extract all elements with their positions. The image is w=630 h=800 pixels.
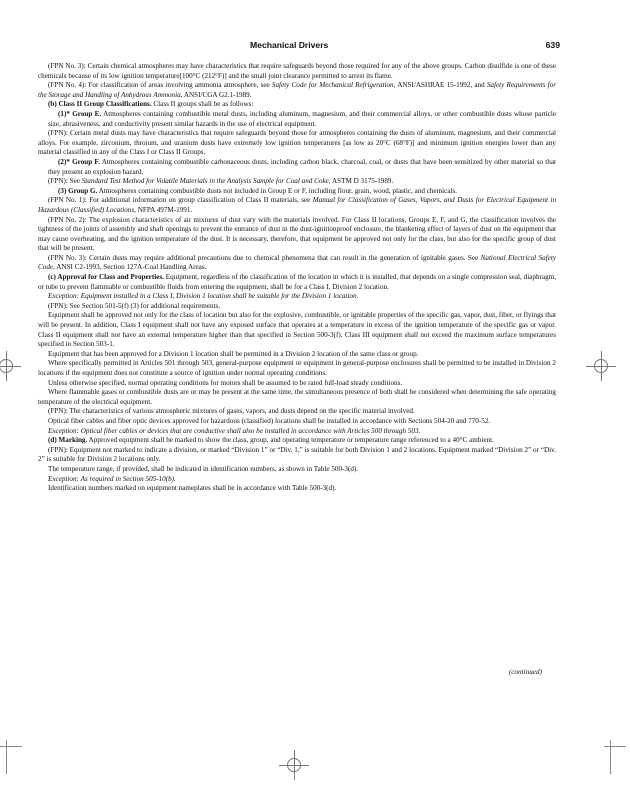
paragraph: [38, 273, 556, 292]
paragraph-text: (FPN): See: [48, 177, 82, 186]
paragraph-text: Approved equipment shall be marked to show the class, group, and operating temperature or temperature range referenced to a 40°C ambient.: [87, 436, 494, 445]
paragraph: [38, 187, 556, 197]
paragraph-lead: (b) Class II Group Classifications.: [48, 100, 152, 109]
paragraph: Where flammable gases or combustible dusts are or may be present at the same time, the simultaneous presence of both shall be considered when determining the safe operating temperature of the electrical equipment.: [38, 388, 556, 406]
paragraph-text: , ASTM D 3175-1989.: [328, 177, 394, 186]
paragraph: Where specifically permitted in Articles 501 through 503, general-purpose equipment or equipment in general-purpose enclosures shall be permitted to be installed in Division 2 locations if the equipment does not constitute a source of ignition under normal operating conditions.: [38, 359, 556, 377]
paragraph: Exception: Equipment installed in a Class I, Division 1 location shall be suitable for the Division 1 location.: [48, 292, 359, 301]
paragraph: (FPN): Equipment not marked to indicate a division, or marked “Division 1” or “Div. 1,” is suitable for both Division 1 and 2 locations. Equipment marked “Division 2” or “Div. 2” is suitable for Division 2 locations only.: [38, 445, 556, 464]
paragraph: Exception: Optical fiber cables or devices that are conductive shall also be installed in accordance with Articles 500 through 503.: [48, 426, 421, 435]
paragraph-text: , NFPA 497M-1991.: [134, 205, 193, 214]
paragraph: [38, 110, 556, 129]
paragraph-text: (FPN No. 1): For additional information on group classification of Class II materials, see: [48, 196, 313, 205]
running-header: [38, 40, 560, 50]
paragraph: [38, 177, 556, 187]
paragraph: The temperature range, if provided, shall be indicated in identification numbers, as shown in Table 500-3(d).: [48, 464, 359, 473]
paragraph-text: Atmospheres containing combustible carbonaceous dusts, including carbon black, charcoal, coal, or dusts that have been sensitized by other material so that they present an explosion hazard.: [48, 157, 556, 176]
running-title: Mechanical Drivers: [250, 40, 329, 50]
paragraph: [38, 100, 556, 110]
paragraph: Optical fiber cables and fiber optic devices approved for hazardous (classified) locations shall be installed in accordance with Sections 504-20 and 770-52.: [48, 416, 491, 425]
cited-title: Safety Requirements for the Storage and Handling of Anhydrous Ammonia: [38, 81, 556, 99]
paragraph: [38, 254, 556, 273]
page-number: 639: [545, 40, 560, 50]
paragraph: (FPN): See Section 501-5(f) (3) for additional requirements.: [48, 301, 221, 310]
paragraph: [38, 81, 556, 100]
cited-title: National Electrical Safety Code: [38, 253, 556, 272]
crop-mark-right-h: [604, 746, 626, 747]
paragraph: (FPN): The characteristics of various atmospheric mixtures of gases, vapors, and dusts depend on the specific material involved.: [48, 407, 415, 416]
cited-title: Manual for Classification of Gases, Vapors, and Dusts for Electrical Equipment in Hazardous (Classified) Locations: [38, 196, 557, 214]
paragraph: (FPN No. 3): Certain chemical atmospheres may have characteristics that require safeguards beyond those required for any of the above groups. Carbon disulfide is one of these chemicals because of its low ignition temperature[100°C (212°F)] and the small joint clearance permitted to arrest its flame.: [38, 62, 556, 80]
paragraph-text: Atmospheres containing combustible dusts not included in Group E or F, including flour, grain, wood, plastic, and chemicals.: [97, 186, 458, 195]
paragraph: (FPN): Certain metal dusts may have characteristics that require safeguards beyond those for atmospheres containing the dusts of aluminum, magnesium, and their commercial alloys. For example, zirconium, throium, and uranium dusts have extremely low ignition temperatures [as low as 20°C (68°F)] and minimum ignition energies lower than any material classified in any of the Class I or Class II Groups.: [38, 129, 556, 157]
paragraph-text: , ANSI/ASHRAE 15-1992, and: [393, 81, 487, 90]
paragraph: [38, 196, 556, 215]
paragraph: Exception: As required in Section 505-10(b).: [48, 474, 176, 483]
paragraph-lead: (d) Marking.: [48, 436, 88, 445]
paragraph: Equipment shall be approved not only for the class of location but also for the explosive, combustible, or ignitable properties of the specific gas, vapor, dust, fiber, or flyings that will be present. In addition, Class I equipment shall not have any exposed surface that operates at a temperature in excess of the ignition temperature of the specific gas or vapor. Class II equipment shall not have an external temperature higher than that specified in Section 500-3(f). Class III equipment shall not exceed the maximum surface temperatures specified in Section 503-1.: [38, 311, 556, 349]
cited-title: Standard Test Method for Volatile Materials in the Analysis Sample for Coal and Coke: [81, 177, 329, 186]
paragraph-text: , ANSI C2-1993, Section 127A-Coal Handling Areas.: [53, 263, 207, 272]
registration-mark-bottom: [285, 756, 303, 774]
paragraph-text: Atmospheres containing combustible metal dusts, including aluminum, magnesium, and their commercial alloys, or other combustible dusts whose particle size, abrasiveness, and conductivity present similar hazards in the use of electrical equipment.: [48, 109, 557, 128]
paragraph: Unless otherwise specified, normal operating conditions for motors shall be assumed to be rated full-load steady conditions.: [48, 378, 403, 387]
paragraph: Equipment that has been approved for a Division 1 location shall be permitted in a Division 2 location of the same class or group.: [48, 349, 419, 358]
paragraph: Identification numbers marked on equipment nameplates shall be in accordance with Table 500-3(d).: [48, 484, 337, 493]
paragraph-lead: (1)* Group E.: [58, 109, 102, 118]
paragraph-lead: (2)* Group F.: [58, 157, 100, 166]
registration-mark-left: [0, 357, 15, 375]
paragraph-lead: (3) Group G.: [58, 186, 98, 195]
paragraph-text: (FPN No. 4): For classification of areas involving ammonia atmosphere, see: [48, 81, 272, 90]
paragraph: (FPN No. 2): The explosion characteristics of air mixtures of dust vary with the materials involved. For Class II locations, Groups E, F, and G, the classification involves the tightness of the joints of assembly and shaft openings to prevent the entrance of dust in the dust-ignitionproof enclosure, the blanketing effect of layers of dust on the equipment that may cause overheating, and the ignition temperature of the dust. It is necessary, therefore, that equipment be approved not only for the class, but also for the specific group of dust that will be present.: [38, 215, 556, 253]
paragraph: [38, 436, 556, 446]
crop-mark-left-h: [0, 746, 22, 747]
continued-note: (continued): [508, 668, 542, 676]
paragraph: [38, 158, 556, 177]
paragraph-text: , ANSI/CGA G2.1-1989.: [180, 90, 252, 99]
body-text: [38, 62, 556, 494]
paragraph-text: Equipment, regardless of the classification of the location in which it is installed, that depends on a single compression seal, diaphragm, or tube to prevent flammable or combustible fluids from entering the equipment, shall be for a Class I, Division 2 location.: [38, 273, 556, 291]
paragraph-text: Class II groups shall be as follows:: [151, 100, 254, 109]
paragraph-text: (FPN No. 3): Certain dusts may require additional precautions due to chemical phenomena that can result in the generation of ignitable gases. See: [48, 253, 481, 262]
paragraph-lead: (c) Approval for Class and Properties.: [48, 273, 164, 282]
cited-title: Safety Code for Mechanical Refrigeration: [271, 81, 394, 90]
registration-mark-right: [592, 357, 610, 375]
